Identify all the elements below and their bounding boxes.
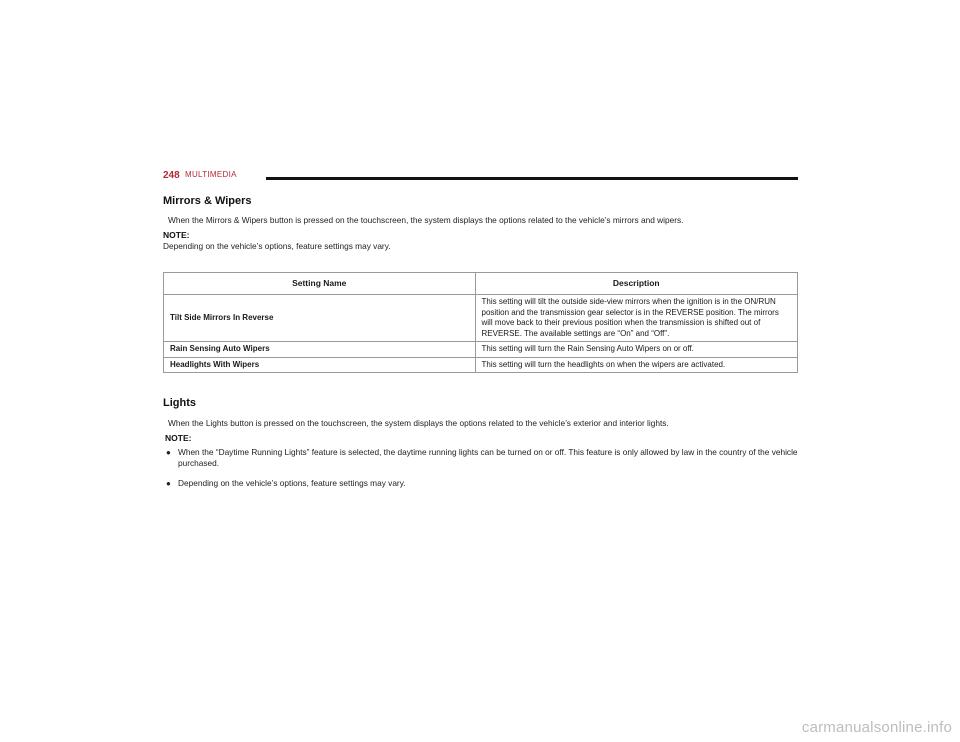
table-row xyxy=(164,295,798,342)
table-header-row xyxy=(164,273,798,295)
settings-table xyxy=(163,272,798,373)
page-number: 248 xyxy=(163,170,180,181)
lights-heading: Lights xyxy=(163,397,196,409)
setting-name-cell: Tilt Side Mirrors In Reverse xyxy=(164,295,476,342)
lights-note-label: NOTE: xyxy=(165,433,192,443)
lights-intro: When the Lights button is pressed on the touchscreen, the system displays the options related to the vehicle’s exterior and interior lights. xyxy=(168,418,669,428)
setting-name-cell: Rain Sensing Auto Wipers xyxy=(164,342,476,358)
page-header xyxy=(163,170,798,186)
mirrors-note-label: NOTE: xyxy=(163,230,190,240)
bullet-text: Depending on the vehicle’s options, feature settings may vary. xyxy=(178,478,406,488)
list-item xyxy=(166,478,798,489)
bullet-icon: ● xyxy=(166,479,171,488)
header-description: Description xyxy=(475,273,798,295)
mirrors-note-text: Depending on the vehicle’s options, feature settings may vary. xyxy=(163,241,391,251)
watermark: carmanualsonline.info xyxy=(801,719,952,736)
bullet-icon: ● xyxy=(166,448,171,457)
mirrors-wipers-heading: Mirrors & Wipers xyxy=(163,195,252,207)
setting-name-cell: Headlights With Wipers xyxy=(164,357,476,373)
lights-note-list xyxy=(166,447,798,498)
header-rule xyxy=(266,177,798,180)
mirrors-intro: When the Mirrors & Wipers button is pressed on the touchscreen, the system displays the options related to the vehicle’s mirrors and wipers. xyxy=(168,215,684,225)
setting-description-cell: This setting will turn the headlights on when the wipers are activated. xyxy=(475,357,798,373)
section-title: MULTIMEDIA xyxy=(185,170,237,179)
setting-description-cell: This setting will turn the Rain Sensing Auto Wipers on or off. xyxy=(475,342,798,358)
table-row xyxy=(164,357,798,373)
header-setting-name: Setting Name xyxy=(164,273,476,295)
table-row xyxy=(164,342,798,358)
bullet-text: When the “Daytime Running Lights” feature is selected, the daytime running lights can be turned on or off. This feature is only allowed by law in the country of the vehicle purchased. xyxy=(178,447,798,468)
list-item xyxy=(166,447,798,469)
setting-description-cell: This setting will tilt the outside side-view mirrors when the ignition is in the ON/RUN position and the transmission gear selector is in the REVERSE position. The mirrors will move back to their previous position when the transmission is shifted out of REVERSE. The available settings are “On” and “Off”. xyxy=(475,295,798,342)
